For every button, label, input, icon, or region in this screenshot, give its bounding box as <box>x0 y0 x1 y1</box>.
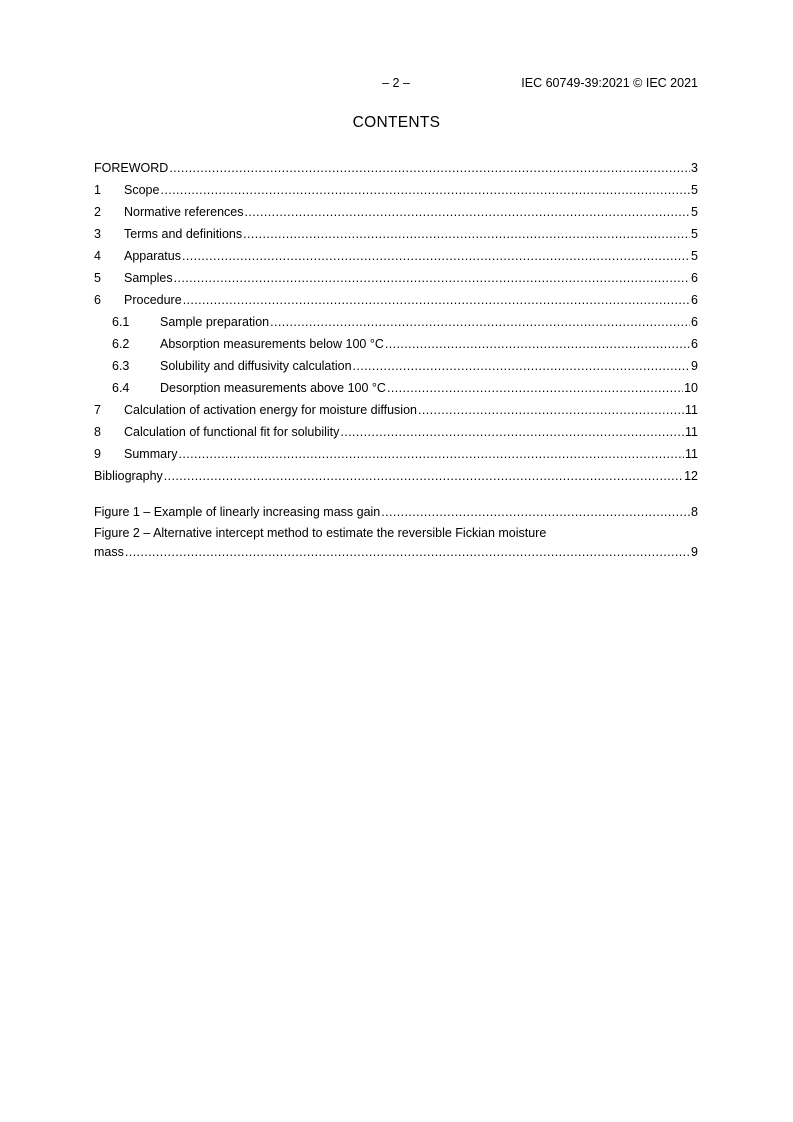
toc-entry-page: 11 <box>685 425 698 439</box>
toc-entry-summary[interactable] <box>94 443 698 465</box>
leader-dots <box>245 201 691 223</box>
toc-entry-activation-energy[interactable] <box>94 399 698 421</box>
toc-entry-solubility-diffusivity[interactable] <box>94 355 698 377</box>
figure-entry-line2 <box>94 543 698 561</box>
leader-dots <box>164 465 683 487</box>
leader-dots <box>182 245 690 267</box>
toc-entry-number: 1 <box>94 183 101 197</box>
toc-entry-number: 4 <box>94 249 101 263</box>
contents-title: CONTENTS <box>352 114 441 131</box>
toc-entry-text: FOREWORD <box>94 161 169 175</box>
toc-entry-page: 5 <box>691 205 698 219</box>
toc-entry-text: Sample preparation <box>160 315 270 329</box>
toc-entry-text: Calculation of functional fit for solubility <box>124 425 340 439</box>
toc-entry-number: 8 <box>94 425 101 439</box>
toc-entry-text: Desorption measurements above 100 °C <box>160 381 386 395</box>
toc-entry-number: 2 <box>94 205 101 219</box>
leader-dots <box>385 333 690 355</box>
toc-entry-procedure[interactable] <box>94 289 698 311</box>
toc-entry-scope[interactable] <box>94 179 698 201</box>
toc-entry-number: 5 <box>94 271 101 285</box>
toc-entry-text: Terms and definitions <box>124 227 243 241</box>
toc-entry-number: 9 <box>94 447 101 461</box>
page-header <box>94 76 698 92</box>
leader-dots <box>353 355 691 377</box>
toc-entry-absorption-measurements[interactable] <box>94 333 698 355</box>
toc-entry-text: Solubility and diffusivity calculation <box>160 359 352 373</box>
toc-entry-text: Bibliography <box>94 469 163 483</box>
toc-entry-terms-and-definitions[interactable] <box>94 223 698 245</box>
toc-entry-page: 12 <box>684 469 698 483</box>
toc-entry-text: Calculation of activation energy for moisture diffusion <box>124 403 417 417</box>
figure-entry-1[interactable] <box>94 501 698 523</box>
leader-dots <box>125 543 690 561</box>
toc-entry-number: 6 <box>94 293 101 307</box>
toc-entry-number: 7 <box>94 403 101 417</box>
toc-entry-number: 6.1 <box>112 315 130 329</box>
page-number: – 2 – <box>382 76 410 90</box>
toc-entry-text: Absorption measurements below 100 °C <box>160 337 384 351</box>
figure-entry-page: 9 <box>691 545 698 559</box>
toc-entry-apparatus[interactable] <box>94 245 698 267</box>
toc-entry-sample-preparation[interactable] <box>94 311 698 333</box>
leader-dots <box>169 157 690 179</box>
toc-entry-number: 3 <box>94 227 101 241</box>
leader-dots <box>270 311 690 333</box>
leader-dots <box>418 399 684 421</box>
leader-dots <box>387 377 683 399</box>
toc-entry-page: 10 <box>684 381 698 395</box>
toc-entry-number: 6.3 <box>112 359 130 373</box>
leader-dots <box>340 421 684 443</box>
leader-dots <box>160 179 690 201</box>
leader-dots <box>178 443 684 465</box>
toc-entry-page: 11 <box>685 403 698 417</box>
figure-entry-2[interactable] <box>94 523 698 561</box>
toc-entry-page: 6 <box>691 337 698 351</box>
toc-entry-text: Apparatus <box>124 249 181 263</box>
toc-entry-page: 3 <box>691 161 698 175</box>
figure-entry-text: Figure 1 – Example of linearly increasing mass gain <box>94 505 381 519</box>
toc-entry-desorption-measurements[interactable] <box>94 377 698 399</box>
toc-entry-number: 6.2 <box>112 337 130 351</box>
document-id: IEC 60749-39:2021 © IEC 2021 <box>521 76 698 90</box>
toc-entry-bibliography[interactable] <box>94 465 698 487</box>
toc-entry-page: 6 <box>691 315 698 329</box>
toc-entry-page: 5 <box>691 227 698 241</box>
toc-entry-page: 6 <box>691 293 698 307</box>
toc-entry-page: 11 <box>685 447 698 461</box>
leader-dots <box>381 501 690 523</box>
toc-entry-functional-fit[interactable] <box>94 421 698 443</box>
toc-entry-page: 5 <box>691 183 698 197</box>
figure-entry-text-line1: Figure 2 – Alternative intercept method to estimate the reversible Fickian moisture <box>94 526 547 540</box>
toc-entry-text: Normative references <box>124 205 244 219</box>
toc-entry-page: 9 <box>691 359 698 373</box>
figure-entry-page: 8 <box>691 505 698 519</box>
figure-entry-text: mass <box>94 545 124 559</box>
leader-dots <box>183 289 690 311</box>
toc-entry-text: Scope <box>124 183 160 197</box>
toc-entry-text: Summary <box>124 447 178 461</box>
toc-entry-number: 6.4 <box>112 381 130 395</box>
toc-entry-normative-references[interactable] <box>94 201 698 223</box>
toc-entry-page: 6 <box>691 271 698 285</box>
toc-entry-text: Samples <box>124 271 173 285</box>
table-of-contents <box>94 157 698 561</box>
toc-entry-page: 5 <box>691 249 698 263</box>
section-gap <box>94 487 698 501</box>
toc-entry-foreword[interactable] <box>94 157 698 179</box>
leader-dots <box>243 223 690 245</box>
leader-dots <box>174 267 690 289</box>
toc-entry-samples[interactable] <box>94 267 698 289</box>
toc-entry-text: Procedure <box>124 293 182 307</box>
